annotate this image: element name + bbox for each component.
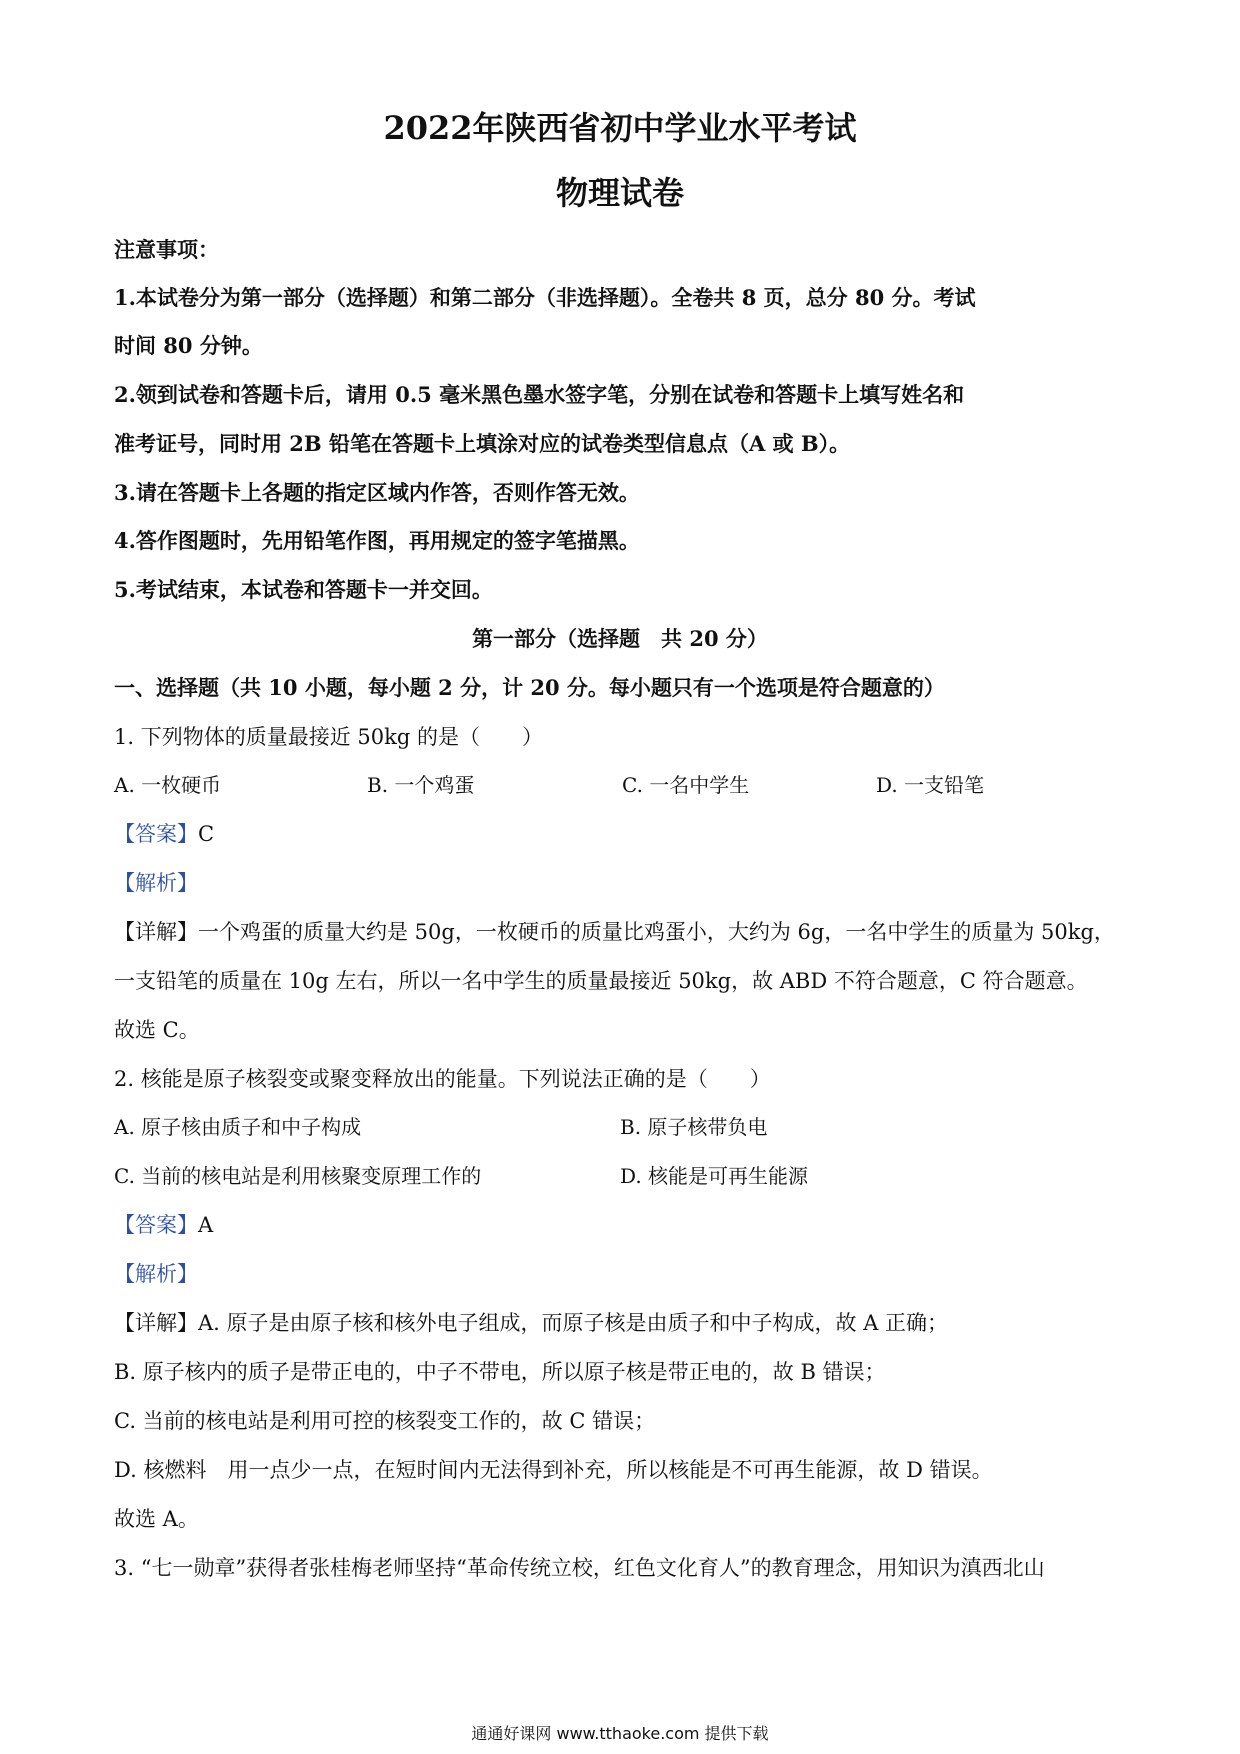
answer-tag: 【答案】 [114, 822, 198, 846]
notice-item: 5.考试结束，本试卷和答题卡一并交回。 [114, 577, 493, 602]
question-1-analysis [114, 868, 198, 898]
question-2-detail-line: C. 当前的核电站是利用可控的核裂变工作的，故 C 错误； [114, 1409, 656, 1433]
question-2-detail-line: D. 核燃料 用一点少一点，在短时间内无法得到补充，所以核能是不可再生能源，故 D 错误。 [114, 1458, 993, 1482]
detail-text: A. 原子是由原子核和核外电子组成，而原子核是由质子和中子构成，故 A 正确； [198, 1311, 949, 1335]
question-2-answer [114, 1210, 213, 1240]
section-heading: 一、选择题（共 10 小题，每小题 2 分，计 20 分。每小题只有一个选项是符合题意的） [114, 675, 945, 700]
question-3-stem: 3. “七一勋章”获得者张桂梅老师坚持“革命传统立校，红色文化育人”的教育理念，用知识为滇西北山 [114, 1556, 1045, 1580]
question-2-option-b: B. 原子核带负电 [620, 1115, 768, 1139]
notice-item: 4.答作图题时，先用铅笔作图，再用规定的签字笔描黑。 [114, 528, 640, 553]
question-2-option-c: C. 当前的核电站是利用核聚变原理工作的 [114, 1164, 482, 1188]
question-2-conclusion: 故选 A。 [114, 1507, 199, 1531]
question-2-stem: 2. 核能是原子核裂变或聚变释放出的能量。下列说法正确的是（ ） [114, 1067, 771, 1091]
exam-subtitle: 物理试卷 [555, 174, 684, 212]
notice-item: 时间 80 分钟。 [114, 333, 263, 358]
question-1-conclusion: 故选 C。 [114, 1018, 200, 1042]
notice-item: 1.本试卷分为第一部分（选择题）和第二部分（非选择题）。全卷共 8 页，总分 80 分。考试 [114, 285, 976, 310]
question-1-stem: 1. 下列物体的质量最接近 50kg 的是（ ） [114, 725, 543, 749]
detail-text: 一个鸡蛋的质量大约是 50g，一枚硬币的质量比鸡蛋小，大约为 6g，一名中学生的质量为 50kg， [198, 920, 1115, 944]
answer-tag: 【答案】 [114, 1213, 198, 1237]
answer-value: A [198, 1213, 214, 1237]
notice-heading: 注意事项： [114, 237, 219, 262]
question-2-detail-line: B. 原子核内的质子是带正电的，中子不带电，所以原子核是带正电的，故 B 错误； [114, 1360, 886, 1384]
question-1-option-a: A. 一枚硬币 [114, 773, 222, 797]
analysis-tag: 【解析】 [114, 1262, 198, 1286]
analysis-tag: 【解析】 [114, 871, 198, 895]
exam-title: 2022年陕西省初中学业水平考试 [383, 109, 857, 147]
question-1-option-b: B. 一个鸡蛋 [367, 773, 475, 797]
question-2-analysis [114, 1259, 198, 1289]
question-1-detail [114, 917, 1115, 947]
question-1-option-d: D. 一支铅笔 [876, 773, 985, 797]
question-1-answer [114, 819, 214, 849]
detail-tag: 【详解】 [114, 920, 198, 944]
question-2-option-d: D. 核能是可再生能源 [620, 1164, 809, 1188]
page-footer: 通通好课网 www.tthaoke.com 提供下载 [471, 1724, 769, 1743]
notice-item: 2.领到试卷和答题卡后，请用 0.5 毫米黑色墨水签字笔，分别在试卷和答题卡上填写姓名和 [114, 382, 965, 407]
question-1-detail-line: 一支铅笔的质量在 10g 左右，所以一名中学生的质量最接近 50kg，故 ABD 不符合题意，C 符合题意。 [114, 969, 1088, 993]
notice-item: 准考证号，同时用 2B 铅笔在答题卡上填涂对应的试卷类型信息点（A 或 B）。 [114, 431, 851, 456]
answer-value: C [198, 822, 215, 846]
detail-tag: 【详解】 [114, 1311, 198, 1335]
question-2-option-a: A. 原子核由质子和中子构成 [114, 1115, 362, 1139]
question-2-detail [114, 1308, 948, 1338]
question-1-option-c: C. 一名中学生 [622, 773, 750, 797]
part-one-title: 第一部分（选择题 共 20 分） [472, 626, 768, 651]
notice-item: 3.请在答题卡上各题的指定区域内作答，否则作答无效。 [114, 480, 640, 505]
